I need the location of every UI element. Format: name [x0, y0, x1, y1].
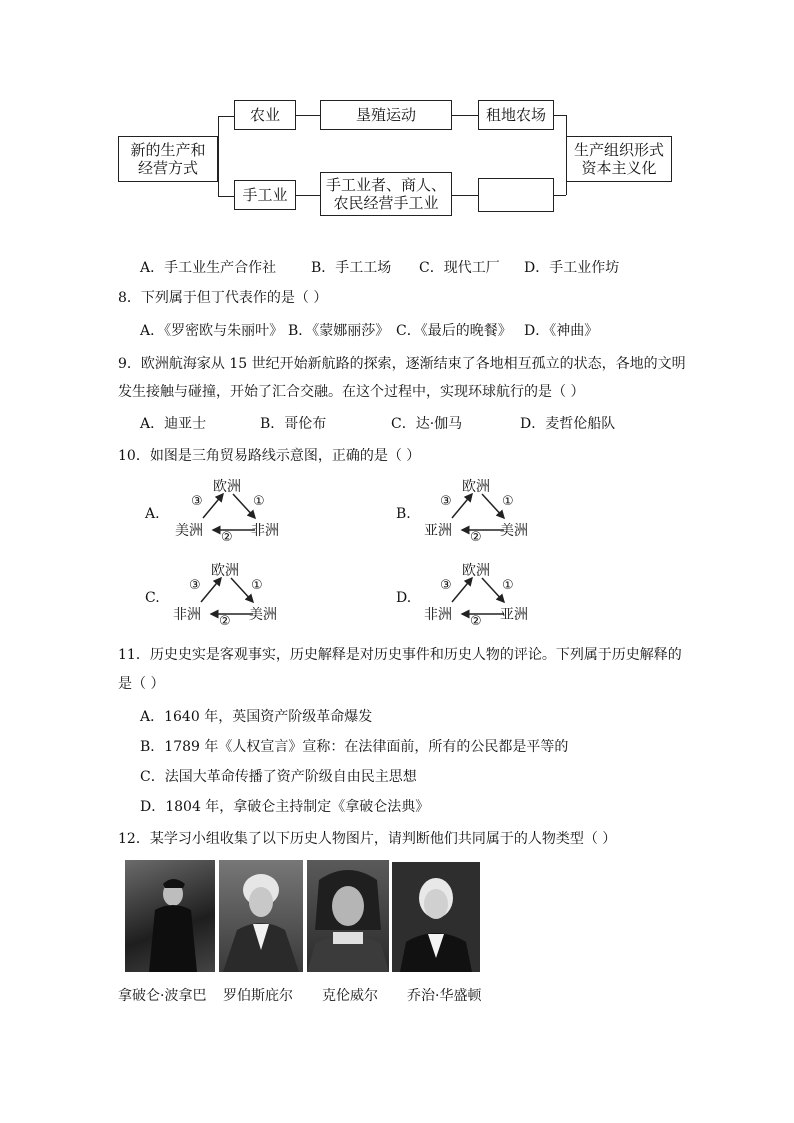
triangle-n1: ① — [502, 494, 514, 509]
q11-option-d[interactable]: D．1804 年，拿破仑主持制定《拿破仑法典》 — [140, 799, 430, 815]
triangle-right: 美洲 — [249, 607, 277, 623]
q11-option-c[interactable]: C．法国大革命传播了资产阶级自由民主思想 — [140, 769, 417, 785]
diagram-connector — [218, 116, 234, 117]
triangle-arrows — [424, 472, 564, 552]
q12-name-napoleon: 拿破仑·波拿巴 — [118, 988, 207, 1004]
q11-option-b[interactable]: B．1789 年《人权宣言》宣称：在法律面前，所有的公民都是平等的 — [140, 739, 569, 755]
diagram-agri-mid-box — [320, 100, 452, 130]
triangle-left: 非洲 — [424, 607, 452, 623]
triangle-n2: ② — [470, 614, 482, 629]
triangle-n1: ① — [502, 578, 514, 593]
q11-stem-line1: 11．历史史实是客观事实，历史解释是对历史事件和历史人物的评论。下列属于历史解释的 — [118, 647, 682, 663]
diagram-connector — [452, 115, 478, 116]
diagram-hand-box — [234, 180, 296, 210]
diagram-left-box — [118, 136, 218, 182]
diagram-hand-mid-text: 手工业者、商人、农民经营手工业 — [325, 176, 446, 212]
diagram-agri-right-text: 租地农场 — [485, 106, 546, 124]
triangle-top: 欧洲 — [462, 479, 490, 495]
q9-option-b[interactable]: B．哥伦布 — [260, 416, 327, 432]
triangle-diagram — [173, 556, 343, 636]
triangle-arrows — [173, 556, 313, 636]
q10-option-letter: C. — [145, 590, 160, 606]
triangle-n2: ② — [470, 530, 482, 545]
triangle-n1: ① — [251, 578, 263, 593]
q7-option-d[interactable]: D．手工业作坊 — [524, 260, 620, 276]
diagram-right-box — [566, 136, 672, 182]
triangle-top: 欧洲 — [213, 479, 241, 495]
triangle-left: 非洲 — [173, 607, 201, 623]
q12-name-robespierre: 罗伯斯庇尔 — [223, 988, 293, 1004]
diagram-connector — [218, 116, 219, 196]
q12-name-washington: 乔治·华盛顿 — [407, 988, 482, 1004]
diagram-agri-text: 农业 — [249, 106, 280, 124]
q10-option-letter: A. — [145, 506, 160, 522]
portrait-cromwell-figure — [307, 860, 389, 972]
q7-option-a[interactable]: A．手工业生产合作社 — [140, 260, 277, 276]
diagram-agri-box — [234, 100, 296, 130]
q7-option-c[interactable]: C．现代工厂 — [419, 260, 500, 276]
portrait-washington — [392, 862, 480, 972]
triangle-left: 亚洲 — [424, 523, 452, 539]
triangle-diagram — [175, 472, 345, 552]
triangle-arrows — [175, 472, 315, 552]
q8-stem: 8．下列属于但丁代表作的是（ ） — [118, 290, 328, 306]
portrait-cromwell — [307, 860, 389, 972]
triangle-n3: ③ — [440, 578, 452, 593]
q8-option-c[interactable]: C．《最后的晚餐》 — [396, 323, 512, 339]
triangle-arrows — [424, 556, 564, 636]
triangle-right: 非洲 — [251, 523, 279, 539]
portrait-washington-figure — [392, 862, 480, 972]
q9-stem-line1: 9．欧洲航海家从 15 世纪开始新航路的探索，逐渐结束了各地相互孤立的状态，各地的文明 — [118, 356, 686, 372]
diagram-connector — [218, 196, 234, 197]
triangle-n3: ③ — [189, 578, 201, 593]
q7-option-b[interactable]: B．手工工场 — [311, 260, 392, 276]
portrait-robespierre-figure — [219, 860, 303, 972]
q9-option-c[interactable]: C．达·伽马 — [391, 416, 463, 432]
triangle-top: 欧洲 — [462, 563, 490, 579]
triangle-n3: ③ — [440, 494, 452, 509]
triangle-n3: ③ — [191, 494, 203, 509]
q9-option-a[interactable]: A．迪亚士 — [140, 416, 207, 432]
portrait-napoleon-figure — [125, 860, 215, 972]
q8-option-a[interactable]: A．《罗密欧与朱丽叶》 — [140, 323, 284, 339]
diagram-right-text: 生产组织形式资本主义化 — [573, 141, 664, 177]
q8-option-b[interactable]: B．《蒙娜丽莎》 — [288, 323, 390, 339]
diagram-connector — [554, 195, 566, 196]
triangle-diagram — [424, 472, 594, 552]
triangle-n2: ② — [221, 530, 233, 545]
q10-option-letter: D. — [396, 590, 412, 606]
q12-stem: 12．某学习小组收集了以下历史人物图片，请判断他们共同属于的人物类型（ ） — [118, 831, 617, 847]
diagram-hand-text: 手工业 — [242, 186, 288, 204]
triangle-n1: ① — [253, 494, 265, 509]
diagram-connector — [554, 115, 566, 116]
diagram-agri-mid-text: 垦殖运动 — [355, 106, 416, 124]
diagram-hand-right-box — [478, 178, 554, 212]
q8-option-d[interactable]: D．《神曲》 — [524, 323, 599, 339]
triangle-right: 美洲 — [500, 523, 528, 539]
triangle-top: 欧洲 — [211, 563, 239, 579]
q10-stem: 10．如图是三角贸易路线示意图，正确的是（ ） — [118, 448, 421, 464]
portrait-napoleon — [125, 860, 215, 972]
diagram-connector — [452, 195, 478, 196]
q9-stem-line2: 发生接触与碰撞，开始了汇合交融。在这个过程中，实现环球航行的是（ ） — [118, 384, 585, 400]
q11-option-a[interactable]: A．1640 年，英国资产阶级革命爆发 — [140, 709, 373, 725]
diagram-left-text: 新的生产和经营方式 — [130, 141, 206, 177]
diagram-agri-right-box — [478, 100, 554, 130]
triangle-left: 美洲 — [175, 523, 203, 539]
triangle-right: 亚洲 — [500, 607, 528, 623]
diagram-hand-mid-box — [320, 172, 452, 216]
q11-stem-line2: 是（ ） — [118, 676, 165, 692]
q9-option-d[interactable]: D．麦哲伦船队 — [520, 416, 616, 432]
q10-option-letter: B. — [396, 506, 411, 522]
q12-name-cromwell: 克伦威尔 — [322, 988, 378, 1004]
diagram-connector — [296, 115, 320, 116]
triangle-n2: ② — [219, 614, 231, 629]
diagram-connector — [296, 195, 320, 196]
triangle-diagram — [424, 556, 594, 636]
portrait-robespierre — [219, 860, 303, 972]
